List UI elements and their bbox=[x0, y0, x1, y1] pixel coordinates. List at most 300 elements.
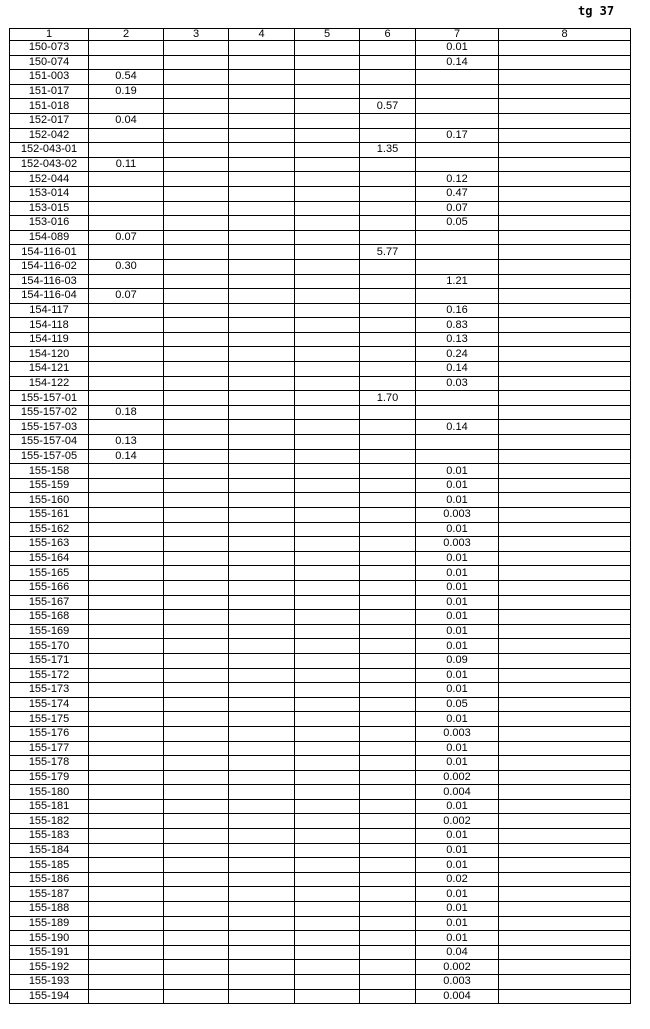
table-cell bbox=[164, 653, 229, 668]
table-row bbox=[10, 770, 631, 785]
table-cell: 155-160 bbox=[10, 493, 89, 508]
table-cell bbox=[229, 580, 295, 595]
table-cell bbox=[89, 960, 164, 975]
table-cell bbox=[360, 84, 416, 99]
table-row bbox=[10, 289, 631, 304]
table-cell bbox=[229, 945, 295, 960]
table-cell bbox=[229, 887, 295, 902]
table-cell bbox=[89, 653, 164, 668]
table-cell bbox=[229, 376, 295, 391]
table-cell bbox=[499, 522, 631, 537]
table-cell bbox=[360, 843, 416, 858]
table-cell bbox=[229, 201, 295, 216]
table-cell bbox=[499, 376, 631, 391]
table-cell: 153-014 bbox=[10, 186, 89, 201]
table-cell bbox=[360, 595, 416, 610]
table-row bbox=[10, 741, 631, 756]
table-cell bbox=[360, 683, 416, 698]
table-cell bbox=[89, 420, 164, 435]
table-cell bbox=[295, 274, 360, 289]
table-cell: 154-116-01 bbox=[10, 245, 89, 260]
table-cell bbox=[229, 639, 295, 654]
table-cell bbox=[295, 872, 360, 887]
table-cell bbox=[295, 201, 360, 216]
table-cell bbox=[164, 756, 229, 771]
table-cell bbox=[229, 157, 295, 172]
table-cell bbox=[89, 580, 164, 595]
table-cell bbox=[164, 113, 229, 128]
table-cell: 0.07 bbox=[89, 289, 164, 304]
table-cell bbox=[229, 70, 295, 85]
table-row bbox=[10, 537, 631, 552]
table-cell bbox=[89, 201, 164, 216]
table-cell bbox=[164, 843, 229, 858]
table-cell: 0.003 bbox=[416, 537, 499, 552]
table-cell bbox=[229, 55, 295, 70]
table-cell bbox=[295, 712, 360, 727]
table-cell bbox=[89, 975, 164, 990]
table-cell bbox=[89, 916, 164, 931]
table-row bbox=[10, 522, 631, 537]
table-cell bbox=[499, 508, 631, 523]
table-cell bbox=[295, 332, 360, 347]
table-cell bbox=[499, 843, 631, 858]
table-cell: 0.01 bbox=[416, 624, 499, 639]
table-cell bbox=[164, 128, 229, 143]
table-cell bbox=[416, 449, 499, 464]
table-row bbox=[10, 683, 631, 698]
table-cell: 154-117 bbox=[10, 303, 89, 318]
table-row bbox=[10, 872, 631, 887]
table-cell bbox=[229, 435, 295, 450]
table-cell bbox=[295, 843, 360, 858]
table-cell bbox=[360, 741, 416, 756]
table-cell bbox=[360, 989, 416, 1004]
table-cell bbox=[499, 405, 631, 420]
table-row bbox=[10, 902, 631, 917]
table-cell bbox=[229, 931, 295, 946]
table-cell bbox=[89, 610, 164, 625]
table-cell: 154-119 bbox=[10, 332, 89, 347]
table-cell bbox=[89, 508, 164, 523]
table-cell bbox=[295, 449, 360, 464]
table-cell bbox=[295, 478, 360, 493]
table-cell: 155-163 bbox=[10, 537, 89, 552]
table-cell bbox=[499, 814, 631, 829]
table-cell: 0.004 bbox=[416, 785, 499, 800]
table-cell bbox=[360, 580, 416, 595]
table-cell bbox=[360, 464, 416, 479]
table-cell bbox=[89, 799, 164, 814]
table-cell bbox=[295, 537, 360, 552]
table-cell: 0.19 bbox=[89, 84, 164, 99]
table-cell bbox=[360, 289, 416, 304]
table-row bbox=[10, 362, 631, 377]
table-cell bbox=[89, 493, 164, 508]
table-cell bbox=[164, 41, 229, 56]
table-cell bbox=[89, 945, 164, 960]
table-cell: 0.003 bbox=[416, 975, 499, 990]
table-cell bbox=[89, 770, 164, 785]
table-cell bbox=[229, 960, 295, 975]
table-cell bbox=[295, 216, 360, 231]
table-cell bbox=[229, 989, 295, 1004]
table-cell bbox=[499, 712, 631, 727]
table-cell bbox=[229, 522, 295, 537]
table-cell bbox=[164, 624, 229, 639]
page-number: tg 37 bbox=[578, 4, 615, 18]
table-cell bbox=[89, 843, 164, 858]
table-cell bbox=[164, 522, 229, 537]
table-cell bbox=[164, 683, 229, 698]
table-row bbox=[10, 668, 631, 683]
table-cell: 155-175 bbox=[10, 712, 89, 727]
table-cell bbox=[295, 230, 360, 245]
table-row bbox=[10, 610, 631, 625]
table-cell bbox=[229, 975, 295, 990]
table-cell bbox=[229, 289, 295, 304]
table-cell: 0.002 bbox=[416, 814, 499, 829]
table-cell bbox=[499, 858, 631, 873]
table-cell bbox=[499, 785, 631, 800]
table-cell bbox=[164, 814, 229, 829]
table-cell bbox=[499, 464, 631, 479]
table-cell: 155-193 bbox=[10, 975, 89, 990]
table-cell bbox=[164, 201, 229, 216]
column-header: 7 bbox=[416, 29, 499, 41]
table-cell bbox=[164, 172, 229, 187]
table-cell bbox=[229, 303, 295, 318]
table-cell bbox=[229, 449, 295, 464]
table-cell bbox=[164, 55, 229, 70]
table-cell bbox=[499, 975, 631, 990]
table-cell: 0.002 bbox=[416, 960, 499, 975]
table-cell bbox=[360, 829, 416, 844]
table-cell bbox=[416, 289, 499, 304]
table-cell: 155-158 bbox=[10, 464, 89, 479]
table-cell bbox=[164, 931, 229, 946]
table-cell: 0.18 bbox=[89, 405, 164, 420]
table-cell bbox=[295, 289, 360, 304]
table-cell: 155-166 bbox=[10, 580, 89, 595]
table-cell bbox=[164, 435, 229, 450]
table-cell: 0.01 bbox=[416, 916, 499, 931]
table-row bbox=[10, 887, 631, 902]
table-cell bbox=[229, 902, 295, 917]
table-cell bbox=[164, 887, 229, 902]
table-cell bbox=[229, 872, 295, 887]
table-cell bbox=[229, 770, 295, 785]
table-cell bbox=[295, 522, 360, 537]
table-cell bbox=[229, 799, 295, 814]
table-cell: 151-003 bbox=[10, 70, 89, 85]
table-cell: 154-122 bbox=[10, 376, 89, 391]
table-cell: 0.01 bbox=[416, 887, 499, 902]
table-cell bbox=[229, 216, 295, 231]
table-cell bbox=[164, 362, 229, 377]
table-cell: 0.003 bbox=[416, 726, 499, 741]
table-cell: 155-182 bbox=[10, 814, 89, 829]
table-cell bbox=[360, 449, 416, 464]
table-cell: 155-191 bbox=[10, 945, 89, 960]
table-cell bbox=[499, 172, 631, 187]
table-cell: 155-186 bbox=[10, 872, 89, 887]
table-cell bbox=[499, 566, 631, 581]
table-cell bbox=[229, 683, 295, 698]
table-cell bbox=[499, 84, 631, 99]
table-cell bbox=[499, 128, 631, 143]
table-row bbox=[10, 435, 631, 450]
table-row bbox=[10, 814, 631, 829]
table-cell bbox=[360, 931, 416, 946]
table-cell: 0.01 bbox=[416, 829, 499, 844]
table-cell: 0.13 bbox=[416, 332, 499, 347]
table-row bbox=[10, 391, 631, 406]
table-cell bbox=[499, 683, 631, 698]
table-cell bbox=[499, 726, 631, 741]
table-cell bbox=[229, 493, 295, 508]
table-cell: 0.83 bbox=[416, 318, 499, 333]
table-row bbox=[10, 332, 631, 347]
table-cell bbox=[164, 216, 229, 231]
table-cell: 155-162 bbox=[10, 522, 89, 537]
table-cell: 155-157-04 bbox=[10, 435, 89, 450]
table-cell bbox=[360, 128, 416, 143]
table-cell: 0.30 bbox=[89, 259, 164, 274]
table-cell bbox=[89, 245, 164, 260]
table-cell bbox=[164, 712, 229, 727]
table-cell bbox=[164, 289, 229, 304]
table-cell bbox=[295, 785, 360, 800]
table-cell bbox=[295, 55, 360, 70]
table-cell: 0.05 bbox=[416, 697, 499, 712]
table-cell: 155-169 bbox=[10, 624, 89, 639]
table-cell bbox=[499, 245, 631, 260]
table-cell bbox=[229, 274, 295, 289]
table-cell bbox=[499, 55, 631, 70]
table-cell bbox=[164, 230, 229, 245]
table-cell bbox=[89, 887, 164, 902]
table-row bbox=[10, 230, 631, 245]
table-cell bbox=[164, 580, 229, 595]
table-cell: 0.01 bbox=[416, 595, 499, 610]
table-cell bbox=[89, 99, 164, 114]
table-cell bbox=[229, 712, 295, 727]
table-cell bbox=[229, 624, 295, 639]
table-cell bbox=[164, 274, 229, 289]
table-cell bbox=[499, 551, 631, 566]
table-cell bbox=[295, 245, 360, 260]
table-cell bbox=[164, 478, 229, 493]
table-cell: 0.14 bbox=[416, 420, 499, 435]
table-cell: 155-177 bbox=[10, 741, 89, 756]
table-cell bbox=[416, 143, 499, 158]
table-cell bbox=[164, 872, 229, 887]
table-cell: 153-016 bbox=[10, 216, 89, 231]
table-cell: 155-168 bbox=[10, 610, 89, 625]
table-cell bbox=[164, 376, 229, 391]
table-row bbox=[10, 697, 631, 712]
table-cell bbox=[499, 610, 631, 625]
table-cell bbox=[360, 902, 416, 917]
table-cell: 5.77 bbox=[360, 245, 416, 260]
table-row bbox=[10, 420, 631, 435]
table-cell bbox=[360, 201, 416, 216]
table-cell bbox=[89, 216, 164, 231]
table-cell bbox=[164, 668, 229, 683]
table-cell bbox=[360, 610, 416, 625]
table-cell bbox=[295, 259, 360, 274]
table-cell bbox=[499, 70, 631, 85]
table-cell bbox=[499, 537, 631, 552]
table-cell bbox=[229, 551, 295, 566]
table-cell bbox=[229, 41, 295, 56]
table-cell bbox=[295, 829, 360, 844]
table-cell bbox=[499, 289, 631, 304]
table-cell: 0.04 bbox=[416, 945, 499, 960]
table-row bbox=[10, 566, 631, 581]
table-cell bbox=[295, 186, 360, 201]
table-cell bbox=[229, 391, 295, 406]
table-cell bbox=[164, 420, 229, 435]
table-cell: 1.70 bbox=[360, 391, 416, 406]
table-cell bbox=[164, 332, 229, 347]
table-row bbox=[10, 99, 631, 114]
table-cell bbox=[499, 624, 631, 639]
table-cell bbox=[229, 362, 295, 377]
table-cell bbox=[164, 945, 229, 960]
table-cell: 0.01 bbox=[416, 478, 499, 493]
table-cell bbox=[295, 157, 360, 172]
table-cell bbox=[295, 945, 360, 960]
table-cell bbox=[360, 770, 416, 785]
table-row bbox=[10, 157, 631, 172]
table-cell bbox=[499, 493, 631, 508]
table-cell bbox=[499, 960, 631, 975]
table-cell bbox=[499, 989, 631, 1004]
table-cell bbox=[164, 610, 229, 625]
table-cell bbox=[295, 113, 360, 128]
table-cell: 0.01 bbox=[416, 580, 499, 595]
table-cell bbox=[164, 347, 229, 362]
table-cell bbox=[360, 347, 416, 362]
table-cell bbox=[360, 332, 416, 347]
table-cell: 152-043-01 bbox=[10, 143, 89, 158]
table-cell bbox=[164, 639, 229, 654]
table-cell: 151-018 bbox=[10, 99, 89, 114]
table-row bbox=[10, 858, 631, 873]
table-cell bbox=[499, 741, 631, 756]
table-cell bbox=[499, 829, 631, 844]
column-header: 1 bbox=[10, 29, 89, 41]
table-cell bbox=[229, 785, 295, 800]
table-cell: 155-174 bbox=[10, 697, 89, 712]
table-cell bbox=[499, 420, 631, 435]
table-cell: 155-167 bbox=[10, 595, 89, 610]
table-cell bbox=[499, 697, 631, 712]
table-cell bbox=[229, 245, 295, 260]
table-row bbox=[10, 493, 631, 508]
table-row bbox=[10, 726, 631, 741]
table-cell bbox=[164, 566, 229, 581]
table-row bbox=[10, 274, 631, 289]
table-cell bbox=[229, 420, 295, 435]
table-cell bbox=[499, 887, 631, 902]
table-cell bbox=[295, 508, 360, 523]
table-cell bbox=[295, 362, 360, 377]
table-cell: 0.01 bbox=[416, 843, 499, 858]
table-cell: 0.09 bbox=[416, 653, 499, 668]
table-cell bbox=[499, 916, 631, 931]
table-cell bbox=[89, 756, 164, 771]
table-cell: 0.002 bbox=[416, 770, 499, 785]
table-cell bbox=[416, 405, 499, 420]
table-cell bbox=[499, 201, 631, 216]
table-cell bbox=[295, 99, 360, 114]
table-cell bbox=[499, 391, 631, 406]
table-cell: 155-165 bbox=[10, 566, 89, 581]
table-cell: 0.47 bbox=[416, 186, 499, 201]
table-cell: 155-159 bbox=[10, 478, 89, 493]
table-cell bbox=[89, 712, 164, 727]
table-cell bbox=[295, 989, 360, 1004]
table-cell: 0.24 bbox=[416, 347, 499, 362]
table-cell bbox=[164, 259, 229, 274]
table-cell bbox=[360, 668, 416, 683]
table-cell bbox=[499, 435, 631, 450]
table-cell bbox=[360, 172, 416, 187]
table-cell bbox=[295, 683, 360, 698]
table-cell: 0.01 bbox=[416, 610, 499, 625]
table-row bbox=[10, 478, 631, 493]
table-cell: 0.01 bbox=[416, 799, 499, 814]
table-cell bbox=[89, 551, 164, 566]
table-cell bbox=[89, 931, 164, 946]
table-cell bbox=[89, 172, 164, 187]
table-cell bbox=[295, 770, 360, 785]
table-cell bbox=[295, 172, 360, 187]
table-row bbox=[10, 303, 631, 318]
table-cell bbox=[229, 84, 295, 99]
table-cell bbox=[229, 668, 295, 683]
table-row bbox=[10, 186, 631, 201]
table-row bbox=[10, 55, 631, 70]
table-cell bbox=[499, 362, 631, 377]
table-cell: 155-170 bbox=[10, 639, 89, 654]
table-cell bbox=[164, 829, 229, 844]
table-row bbox=[10, 259, 631, 274]
table-cell bbox=[295, 595, 360, 610]
table-cell bbox=[295, 814, 360, 829]
table-cell bbox=[360, 362, 416, 377]
table-cell bbox=[295, 916, 360, 931]
table-cell bbox=[295, 639, 360, 654]
table-cell bbox=[295, 128, 360, 143]
table-cell bbox=[360, 522, 416, 537]
table-body bbox=[10, 41, 631, 1004]
table-cell bbox=[164, 464, 229, 479]
table-cell bbox=[229, 756, 295, 771]
table-cell bbox=[360, 916, 416, 931]
table-cell: 154-120 bbox=[10, 347, 89, 362]
table-cell bbox=[89, 464, 164, 479]
table-cell bbox=[499, 639, 631, 654]
table-cell bbox=[360, 814, 416, 829]
table-cell: 155-172 bbox=[10, 668, 89, 683]
table-cell bbox=[164, 157, 229, 172]
column-header: 8 bbox=[499, 29, 631, 41]
table-cell bbox=[360, 478, 416, 493]
